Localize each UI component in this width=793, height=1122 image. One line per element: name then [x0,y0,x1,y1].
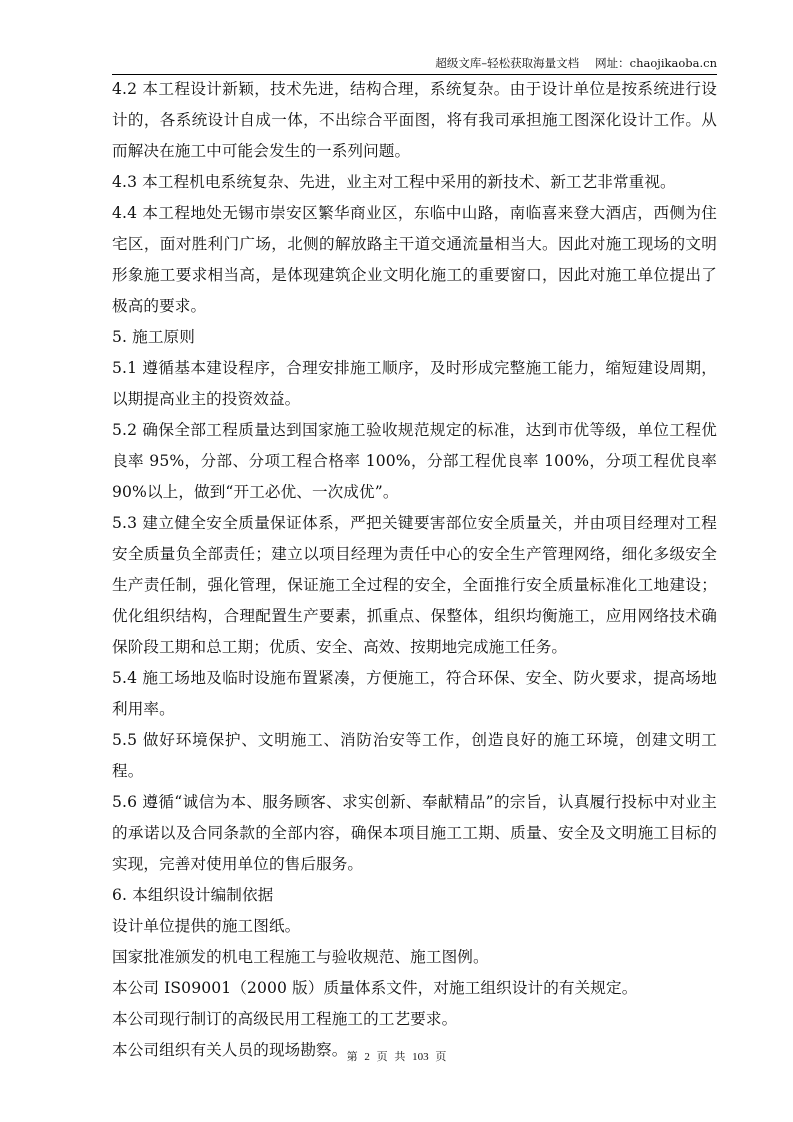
basis-item-2: 国家批准颁发的机电工程施工与验收规范、施工图例。 [112,948,489,966]
site-tagline: 超级文库–轻松获取海量文档 [435,56,580,70]
document-body [112,74,717,1066]
paragraph-4-2: 4.2 本工程设计新颖，技术先进，结构合理，系统复杂。由于设计单位是按系统进行设计的，各系统设计自成一体，不出综合平面图，将有我司承担施工图深化设计工作。从而解决在施工中可能会发生的一系列问题。 [112,80,717,160]
paragraph-4-4: 4.4 本工程地处无锡市崇安区繁华商业区，东临中山路，南临喜来登大酒店，西侧为住宅区，面对胜利门广场，北侧的解放路主干道交通流量相当大。因此对施工现场的文明形象施工要求相当高，是体现建筑企业文明化施工的重要窗口，因此对施工单位提出了极高的要求。 [112,204,717,315]
site-url: chaojikaoba.cn [629,56,717,70]
basis-item-4: 本公司现行制订的高级民用工程施工的工艺要求。 [112,1010,458,1028]
page-number: 第 2 页 共 103 页 [346,1051,447,1063]
paragraph-5-4: 5.4 施工场地及临时设施布置紧凑，方便施工，符合环保、安全、防火要求，提高场地利用率。 [112,669,717,718]
basis-item-1: 设计单位提供的施工图纸。 [112,917,301,935]
section-heading-5: 5. 施工原则 [112,328,195,346]
paragraph-5-6: 5.6 遵循“诚信为本、服务顾客、求实创新、奉献精品”的宗旨，认真履行投标中对业主的承诺以及合同条款的全部内容，确保本项目施工工期、质量、安全及文明施工目标的实现，完善对使用单位的售后服务。 [112,793,717,873]
paragraph-5-3: 5.3 建立健全安全质量保证体系，严把关键要害部位安全质量关，并由项目经理对工程安全质量负全部责任；建立以项目经理为责任中心的安全生产管理网络，细化多级安全生产责任制，强化管理，保证施工全过程的安全，全面推行安全质量标准化工地建设；优化组织结构，合理配置生产要素，抓重点、保整体，组织均衡施工，应用网络技术确保阶段工期和总工期；优质、安全、高效、按期地完成施工任务。 [112,514,717,656]
section-heading-6: 6. 本组织设计编制依据 [112,886,274,904]
paragraph-5-5: 5.5 做好环境保护、文明施工、消防治安等工作，创造良好的施工环境，创建文明工程。 [112,731,717,780]
paragraph-4-3: 4.3 本工程机电系统复杂、先进，业主对工程中采用的新技术、新工艺非常重视。 [112,173,676,191]
paragraph-5-2: 5.2 确保全部工程质量达到国家施工验收规范规定的标准，达到市优等级，单位工程优良率 95%，分部、分项工程合格率 100%，分部工程优良率 100%，分项工程优良率 90%以上，做到“开工必优、一次成优”。 [112,421,717,501]
basis-item-3: 本公司 IS09001（2000 版）质量体系文件，对施工组织设计的有关规定。 [112,979,638,997]
page-header [112,54,717,75]
basis-item-5: 本公司组织有关人员的现场勘察。 [112,1041,348,1059]
url-label: 网址： [595,56,630,70]
page-footer [0,1048,793,1064]
paragraph-5-1: 5.1 遵循基本建设程序，合理安排施工顺序，及时形成完整施工能力，缩短建设周期，以期提高业主的投资效益。 [112,359,717,408]
